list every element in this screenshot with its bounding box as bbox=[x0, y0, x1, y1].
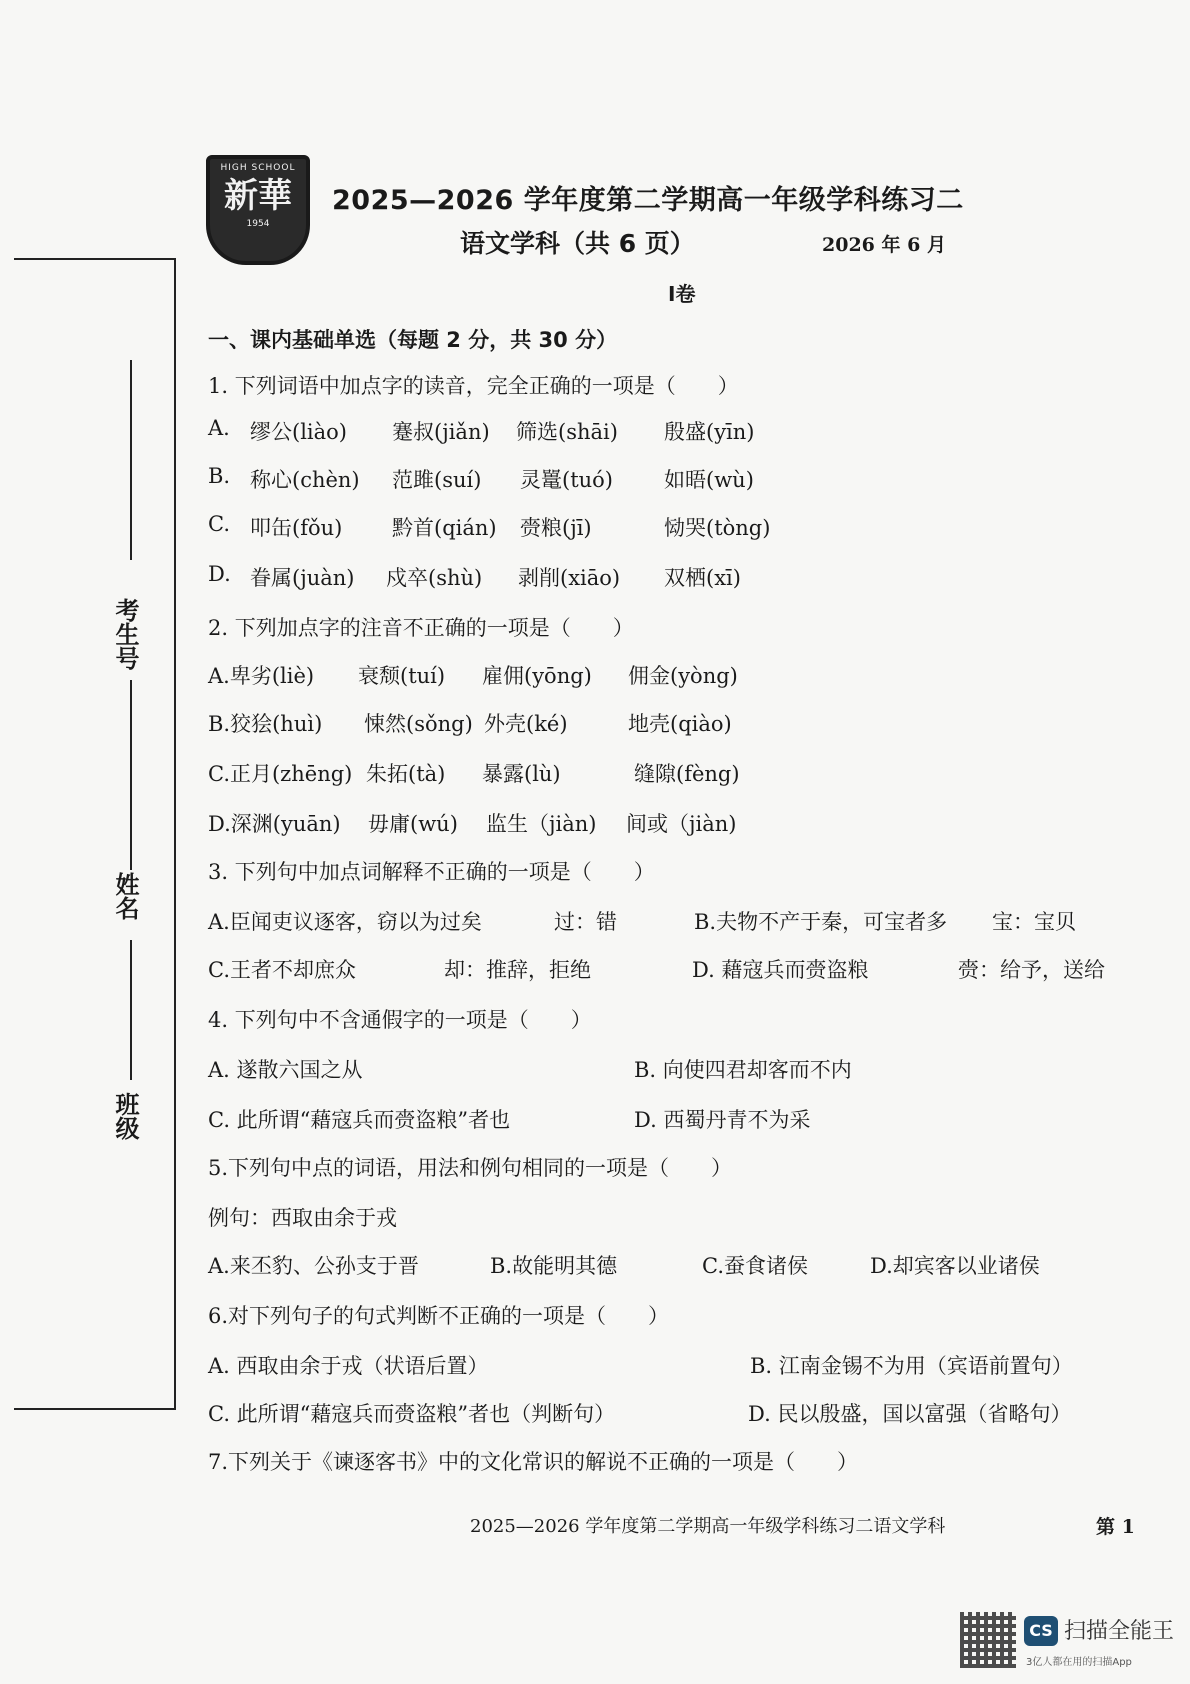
q1-c-4: 恸哭(tòng) bbox=[664, 516, 771, 540]
exam-no-blank bbox=[130, 360, 132, 560]
q2-b-1: B.狡狯(huì) bbox=[208, 712, 323, 736]
q3-a: A.臣闻吏议逐客，窃以为过矣 bbox=[208, 910, 482, 934]
q1-a-3: 筛选(shāi) bbox=[516, 420, 618, 444]
name-label: 姓名 bbox=[111, 872, 139, 920]
class-label: 班级 bbox=[111, 1092, 139, 1140]
q2-b-3: 外壳(ké) bbox=[484, 712, 568, 736]
q1-b-2: 范雎(suí) bbox=[392, 468, 482, 492]
q2-c-3: 暴露(lù) bbox=[482, 762, 561, 786]
q4-c: C. 此所谓“藉寇兵而赍盗粮”者也 bbox=[208, 1108, 511, 1132]
q1-c-letter: C. bbox=[208, 512, 230, 536]
q2-c-4: 缝隙(fèng) bbox=[634, 762, 740, 786]
q5-b: B.故能明其德 bbox=[490, 1254, 618, 1278]
q1-c-3: 赍粮(jī) bbox=[520, 516, 592, 540]
q2-a-1: A.卑劣(liè) bbox=[208, 664, 315, 688]
q1-d-letter: D. bbox=[208, 562, 231, 586]
q2-d-3: 监生（jiàn) bbox=[486, 812, 597, 836]
question-3-stem: 3. 下列句中加点词解释不正确的一项是（ ） bbox=[208, 860, 655, 884]
q1-a-4: 殷盛(yīn) bbox=[664, 420, 755, 444]
volume-label: Ⅰ卷 bbox=[668, 282, 696, 306]
q1-a-1: 缪公(liào) bbox=[250, 420, 347, 444]
q1-b-letter: B. bbox=[208, 464, 231, 488]
camscanner-logo-icon: CS bbox=[1024, 1616, 1058, 1646]
exam-subtitle: 语文学科（共 6 页） bbox=[460, 229, 695, 258]
q5-example: 例句：西取由余于戎 bbox=[208, 1206, 397, 1230]
q1-c-2: 黔首(qián) bbox=[392, 516, 497, 540]
seal-year: 1954 bbox=[246, 219, 270, 229]
q1-d-2: 戍卒(shù) bbox=[386, 566, 483, 590]
page-footer: 2025—2026 学年度第二学期高一年级学科练习二语文学科 bbox=[470, 1516, 946, 1537]
q1-a-2: 蹇叔(jiǎn) bbox=[392, 420, 490, 444]
q2-a-2: 衰颓(tuí) bbox=[358, 664, 446, 688]
q5-c: C.蚕食诸侯 bbox=[702, 1254, 808, 1278]
q5-d: D.却宾客以业诸侯 bbox=[870, 1254, 1040, 1278]
q1-d-3: 剥削(xiāo) bbox=[518, 566, 621, 590]
exam-date: 2026 年 6 月 bbox=[822, 234, 946, 256]
q2-d-4: 间或（jiàn) bbox=[626, 812, 737, 836]
q3-d-gloss: 赍：给予，送给 bbox=[958, 958, 1105, 982]
question-4-stem: 4. 下列句中不含通假字的一项是（ ） bbox=[208, 1008, 592, 1032]
q1-a-letter: A. bbox=[208, 416, 230, 440]
section-heading: 一、课内基础单选（每题 2 分，共 30 分） bbox=[208, 328, 618, 352]
question-7-stem: 7.下列关于《谏逐客书》中的文化常识的解说不正确的一项是（ ） bbox=[208, 1450, 859, 1474]
q3-d: D. 藉寇兵而赍盗粮 bbox=[692, 958, 869, 982]
exam-title: 2025—2026 学年度第二学期高一年级学科练习二 bbox=[332, 185, 964, 216]
class-blank bbox=[130, 940, 132, 1080]
q4-a: A. 遂散六国之从 bbox=[208, 1058, 363, 1082]
exam-no-label: 考生号 bbox=[111, 598, 139, 670]
q1-d-1: 眷属(juàn) bbox=[250, 566, 355, 590]
q2-b-4: 地壳(qiào) bbox=[628, 712, 732, 736]
q3-a-gloss: 过：错 bbox=[554, 910, 617, 934]
q2-a-3: 雇佣(yōng) bbox=[482, 664, 592, 688]
q1-c-1: 叩缶(fǒu) bbox=[250, 516, 343, 540]
question-1-stem: 1. 下列词语中加点字的读音，完全正确的一项是（ ） bbox=[208, 374, 739, 398]
q1-b-4: 如晤(wù) bbox=[664, 468, 754, 492]
q3-c: C.王者不却庶众 bbox=[208, 958, 356, 982]
scanner-tagline: 3亿人都在用的扫描App bbox=[1026, 1657, 1132, 1668]
q6-d: D. 民以殷盛，国以富强（省略句） bbox=[748, 1402, 1072, 1426]
question-6-stem: 6.对下列句子的句式判断不正确的一项是（ ） bbox=[208, 1304, 670, 1328]
page-number: 第 1 bbox=[1096, 1516, 1135, 1538]
q4-d: D. 西蜀丹青不为采 bbox=[634, 1108, 811, 1132]
seal-name: 新華 bbox=[224, 176, 292, 216]
q5-a: A.来丕豹、公孙支于晋 bbox=[208, 1254, 419, 1278]
name-blank bbox=[130, 680, 132, 870]
q1-b-1: 称心(chèn) bbox=[250, 468, 360, 492]
q2-a-4: 佣金(yòng) bbox=[628, 664, 738, 688]
q6-a: A. 西取由余于戎（状语后置） bbox=[208, 1354, 489, 1378]
q2-b-2: 悚然(sǒng) bbox=[364, 712, 473, 736]
q3-b-gloss: 宝：宝贝 bbox=[992, 910, 1076, 934]
qr-code-icon bbox=[960, 1612, 1016, 1668]
seal-top-text: HIGH SCHOOL bbox=[220, 163, 296, 173]
q1-b-3: 灵鼍(tuó) bbox=[520, 468, 613, 492]
q2-d-2: 毋庸(wú) bbox=[368, 812, 458, 836]
q6-b: B. 江南金锡不为用（宾语前置句） bbox=[750, 1354, 1073, 1378]
q2-d-1: D.深渊(yuān) bbox=[208, 812, 341, 836]
q6-c: C. 此所谓“藉寇兵而赍盗粮”者也（判断句） bbox=[208, 1402, 616, 1426]
school-seal bbox=[206, 155, 310, 265]
q1-d-4: 双栖(xī) bbox=[664, 566, 741, 590]
q3-b: B.夫物不产于秦，可宝者多 bbox=[694, 910, 948, 934]
question-5-stem: 5.下列句中点的词语，用法和例句相同的一项是（ ） bbox=[208, 1156, 733, 1180]
q4-b: B. 向使四君却客而不内 bbox=[634, 1058, 852, 1082]
question-2-stem: 2. 下列加点字的注音不正确的一项是（ ） bbox=[208, 616, 634, 640]
q3-c-gloss: 却：推辞，拒绝 bbox=[444, 958, 591, 982]
binding-margin bbox=[14, 258, 176, 1410]
q2-c-1: C.正月(zhēng) bbox=[208, 762, 353, 786]
q2-c-2: 朱拓(tà) bbox=[366, 762, 446, 786]
scanner-app-name: 扫描全能王 bbox=[1064, 1619, 1175, 1644]
